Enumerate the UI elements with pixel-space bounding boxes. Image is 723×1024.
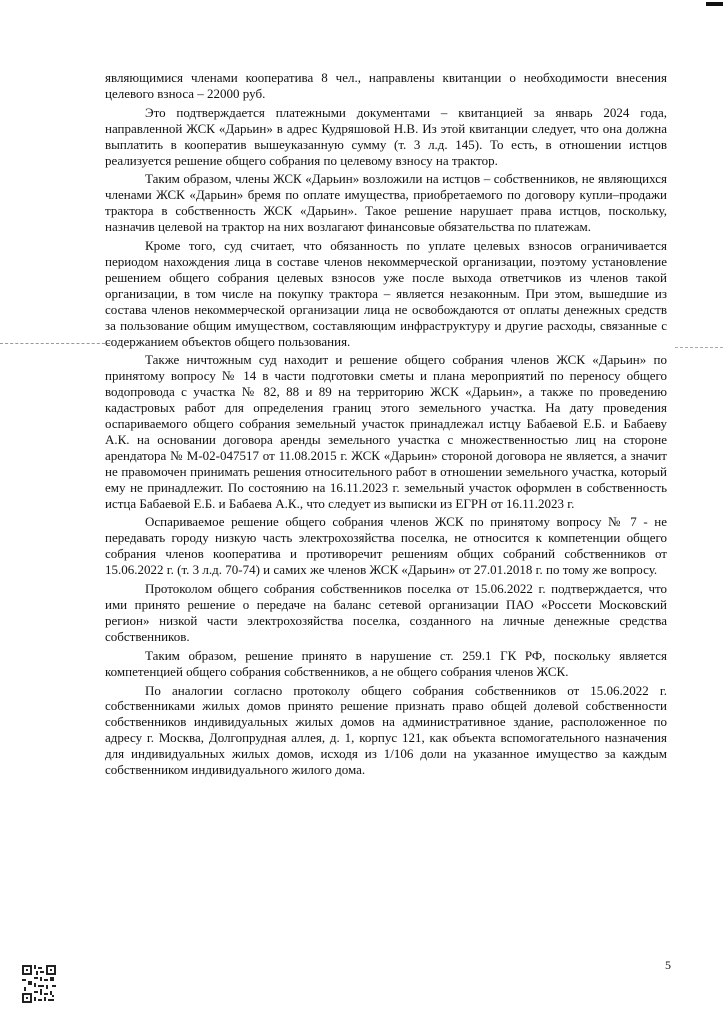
scan-artifact-line-right: [675, 347, 723, 348]
page-number: 5: [665, 958, 671, 972]
document-paragraph: Также ничтожным суд находит и решение общего собрания членов ЖСК «Дарьин» по принятому вопросу № 14 в части подготовки сметы и плана мероприятий по переносу общего водопровода с участка № 82, 88 и 89 на территорию ЖСК «Дарьин», а также по проведению кадастровых работ для определения границ этого земельного участка. На дату проведения оспариваемого общего собрания земельный участок принадлежал истцу Бабаевой Е.Б. и Бабаеву А.К. на основании договора аренды земельного участка с множественностью лиц на стороне арендатора № М-02-047517 от 11.08.2015 г. ЖСК «Дарьин» стороной договора не является, а значит не правомочен принимать решения относительного работ в отношении земельного участка, который ему не принадлежит. По состоянию на 16.11.2023 г. земельный участок оформлен в собственность истца Бабаевой Е.Б. и Бабаева А.К., что следует из выписки из ЕГРН от 16.11.2023 г.: [105, 352, 667, 511]
document-paragraph: Протоколом общего собрания собственников поселка от 15.06.2022 г. подтверждается, что ими принято решение о передаче на баланс сетевой организации ПАО «Россети Московский регион» низкой части электрохозяйства поселка, созданного на личные денежные средства собственников.: [105, 581, 667, 644]
document-paragraph: По аналогии согласно протоколу общего собрания собственников от 15.06.2022 г. собственниками жилых домов принято решение признать право общей долевой собственности собственников индивидуальных жилых домов на административное здание, расположенное по адресу г. Москва, Долгопрудная аллея, д. 1, корпус 121, как объекта вспомогательного назначения для индивидуальных жилых домов, исходя из 1/106 доли на указанное имущество за каждым собственником индивидуального жилого дома.: [105, 682, 667, 778]
document-body: [105, 70, 667, 781]
scan-corner-mark: [706, 2, 723, 6]
document-paragraph: Таким образом, члены ЖСК «Дарьин» возложили на истцов – собственников, не являющихся членами ЖСК «Дарьин» бремя по оплате имущества, приобретаемого по договору купли–продажи трактора в собственность ЖСК «Дарьин». Такое решение нарушает права истцов, поскольку, назначив целевой на трактор на них возлагают финансовые обязательства по платежам.: [105, 171, 667, 235]
document-paragraph: Оспариваемое решение общего собрания членов ЖСК по принятому вопросу № 7 - не передавать городу низкую часть электрохозяйства поселка, не относится к компетенции общего собрания членов кооператива и противоречит решениям общих собраний собственников от 15.06.2022 г. (т. 3 л.д. 70-74) и самих же членов ЖСК «Дарьин» от 27.01.2018 г. по тому же вопросу.: [105, 514, 667, 578]
document-paragraph: Это подтверждается платежными документами – квитанцией за январь 2024 года, направленной ЖСК «Дарьин» в адрес Кудряшовой Н.В. Из этой квитанции следует, что она должна выплатить в кооператив вышеуказанную сумму (т. 3 л.д. 145). То есть, в отношении истцов реализуется решение общего собрания по целевому взносу на трактор.: [105, 104, 667, 168]
qr-code-icon: [22, 965, 56, 1003]
document-paragraph: Кроме того, суд считает, что обязанность по уплате целевых взносов ограничивается периодом нахождения лица в составе членов некоммерческой организации, поэтому установление решением общего собрания целевых взносов уже после выхода ответчиков из членов такой организации, в том числе на покупку трактора – является незаконным. При этом, вышедшие из состава членов некоммерческой организации лица не освобождаются от оплаты денежных средств за пользование общим имуществом, составляющим инфраструктуру и другие расходы, связанные с содержанием объектов общего пользования.: [105, 238, 667, 349]
document-paragraph: Таким образом, решение принято в нарушение ст. 259.1 ГК РФ, поскольку является компетенцией общего собрания собственников, а не общего собрания членов ЖСК.: [105, 647, 667, 679]
document-paragraph: являющимися членами кооператива 8 чел., направлены квитанции о необходимости внесения целевого взноса – 22000 руб.: [105, 70, 667, 101]
scan-artifact-line: [0, 343, 110, 344]
